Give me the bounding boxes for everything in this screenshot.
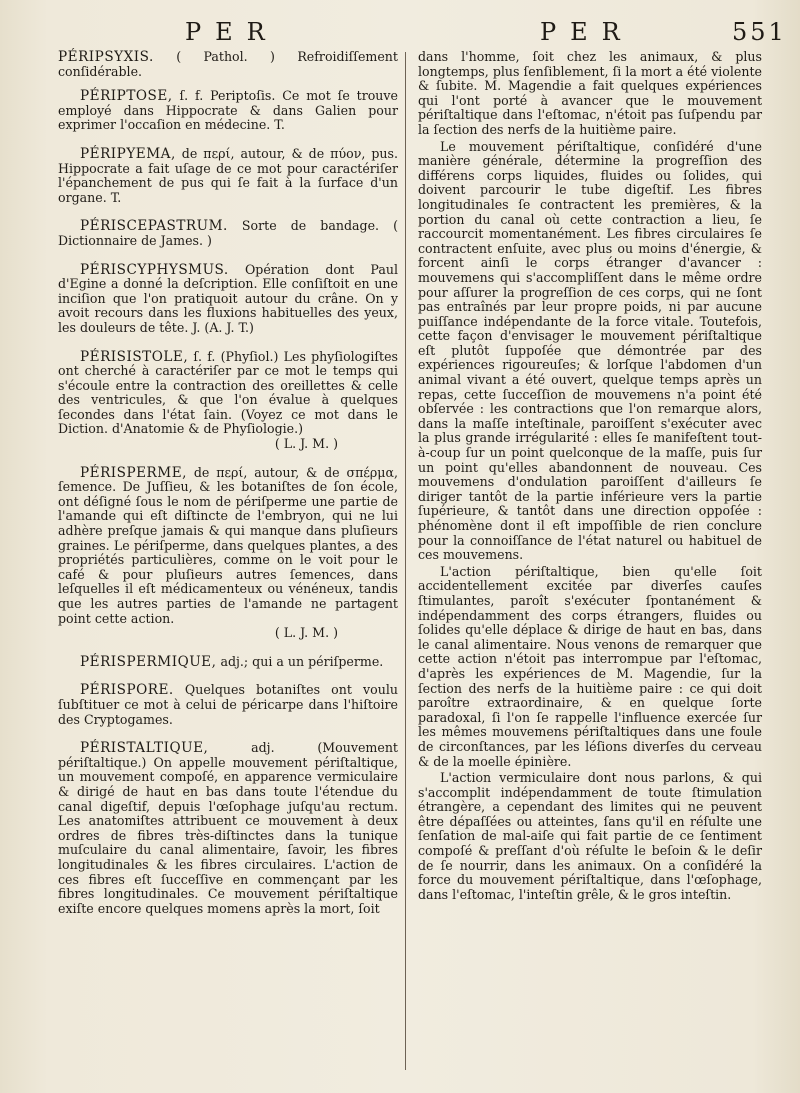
entry-term: PÉRIPSYXIS. bbox=[58, 49, 154, 65]
left-column bbox=[58, 50, 398, 930]
entry-text: Opération dont Paul d'Egine a donné la deſcription. Elle conſiſtoit en une inciſion que l'on pratiquoit autour du crâne. On y avoit recours dans les fluxions habituelles des yeux, les douleurs de tête. J. (A. J. T.) bbox=[58, 261, 398, 335]
running-title-right: PER bbox=[540, 18, 634, 46]
paragraph: L'action vermiculaire dont nous parlons, & qui s'accomplit indépendamment de toute ſtimulation étrangère, a cependant des limites qui ne peuvent être dépaſſées ou atteintes, ſans qu'il en réſulte une ſenſation de mal-aiſe qui fait partie de ce ſentiment compoſé & preſſant d'où réſulte le beſoin & le deſir de ſe nourrir, dans les animaux. On a conſidéré la force du mouvement périſtaltique, dans l'œſophage, dans l'eſtomac, l'inteſtin grêle, & le gros inteſtin. bbox=[418, 770, 762, 902]
page-number: 551 bbox=[732, 18, 787, 46]
entry-text: Quelques botaniſtes ont voulu ſubſtituer ce mot à celui de péricarpe dans l'hiſtoire des Cryptogames. bbox=[58, 682, 398, 727]
entry-peripyema bbox=[58, 147, 398, 205]
entry-periscepastrum bbox=[58, 219, 398, 248]
paragraph: L'action périſtaltique, bien qu'elle ſoit accidentellement excitée par diverſes cauſes ſtimulantes, paroît s'exécuter ſpontanément & indépendamment des corps étrangers, fluides ou ſolides qu'elle déplace & dirige de haut en bas, dans le canal alimentaire. Nous venons de remarquer que cette action n'étoit pas interrompue par l'eſtomac, d'après les expériences de M. Magendie, ſur la ſection des nerfs de la huitième paire : ce qui doit paroître extraordinaire, & en quelque ſorte paradoxal, ſi l'on ſe rappelle l'influence exercée ſur les mêmes mouvemens périſtaltiques dans une foule de circonſtances, par les léſions diverſes du cerveau & de la moelle épinière. bbox=[418, 563, 762, 769]
paragraph: Le mouvement périſtaltique, conſidéré d'une manière générale, détermine la progreſſion des différens corps liquides, fluides ou ſolides, qui doivent parcourir le tube digeſtif. Les fibres longitudinales ſe contractent les premières, & la portion du canal où cette contraction a lieu, ſe raccourcit momentanément. Les fibres circulaires ſe contractent enſuite, avec plus ou moins d'énergie, & forcent ainſi le corps étranger d'avancer : mouvemens qui s'accompliſſent dans le même ordre pour aſſurer la progreſſion de ces corps, qui ne ſont pas entraînés par leur propre poids, ni par aucune puiſſance indépendante de la force vitale. Toutefois, cette façon d'envisager le mouvement périſtaltique eſt plutôt ſuppoſée que démontrée par des expériences rigoureuſes; & lorſque l'abdomen d'un animal vivant a été ouvert, quelque temps après un repas, cette ſucceſſion de mouvemens n'a point été obſervée : les contractions que l'on remarque alors, dans la maſſe inteſtinale, paroiſſent s'exécuter avec la plus grande irrégularité : elles ſe manifeſtent tout-à-coup ſur un point quelconque de la maſſe, puis ſur un point qu'elles abandonnent de nouveau. Ces mouvemens d'ondulation paroiſſent d'ailleurs ſe diriger tantôt de la partie inférieure vers la partie ſupérieure, & tantôt dans une direction oppoſée : phénomène dont il eſt impoſſible de rien conclure pour la connoiſſance de l'état naturel ou habituel de ces mouvemens. bbox=[418, 138, 762, 563]
entry-term: PÉRISPORE. bbox=[80, 682, 174, 699]
paragraph: dans l'homme, ſoit chez les animaux, & plus longtemps, plus ſenſiblement, ſi la mort a été violente & ſubite. M. Magendie a fait quelques expériences qui l'ont porté à avancer que le mouvement périſtaltique dans l'eſtomac, n'étoit pas ſuſpendu par la ſection des nerfs de la huitième paire. bbox=[418, 49, 762, 137]
entry-text: adj.; qui a un périſperme. bbox=[220, 653, 384, 669]
entry-term: PÉRISCEPASTRUM. bbox=[80, 218, 228, 235]
running-title-left: PER bbox=[185, 18, 279, 46]
entry-term: PÉRISISTOLE, bbox=[80, 348, 189, 365]
entry-periptose bbox=[58, 89, 398, 133]
entry-term: PÉRISTALTIQUE, bbox=[80, 740, 209, 757]
entry-term: PÉRIPTOSE, bbox=[80, 88, 173, 105]
entry-term: PÉRISPERME, bbox=[80, 464, 187, 481]
right-column bbox=[418, 50, 762, 904]
entry-text: ſ. f. (Phyſiol.) Les phyſiologiſtes ont cherché à caractériſer par ce mot le temps qui s'écoule entre la contraction des oreillettes & celle des ventricules, & que l'on évalue à quelques ſecondes dans l'état ſain. (Voyez ce mot dans le Diction. d'Anatomie & de Phyſiologie.) bbox=[58, 348, 398, 437]
entry-text: ( Pathol. ) Refroidiſſement conſidérable. bbox=[58, 49, 398, 79]
entry-term: PÉRISPERMIQUE, bbox=[80, 653, 217, 670]
entry-term: PÉRIPYEMA, bbox=[80, 145, 176, 162]
entry-text: Sorte de bandage. ( Dictionnaire de James. ) bbox=[58, 218, 398, 248]
entry-attribution: ( L. J. M. ) bbox=[274, 436, 338, 452]
column-rule bbox=[405, 52, 406, 1070]
entry-text: de περί, autour, & de πύον, pus. Hippocrate a fait uſage de ce mot pour caractériſer l'épanchement de pus qui ſe fait à la ſurface d'un organe. T. bbox=[58, 145, 398, 205]
entry-text: de περί, autour, & de σπέρμα, ſemence. De Juſſieu, & les botaniſtes de ſon école, ont déſigné ſous le nom de périſperme une partie de l'amande qui eſt diſtincte de l'embryon, qui ne lui adhère preſque jamais & qui manque dans pluſieurs graines. Le périſperme, dans quelques plantes, a des propriétés particulières, comme on le voit pour le café & pour pluſieurs autres ſemences, dans leſquelles il eſt médicamenteux ou vénéneux, tandis que les autres parties de l'amande ne partagent point cette action. bbox=[58, 464, 398, 626]
entry-peripsyxis bbox=[58, 50, 398, 79]
entry-perisperme bbox=[58, 466, 398, 641]
entry-periscyphysmus bbox=[58, 263, 398, 336]
entry-perispore bbox=[58, 683, 398, 727]
entry-perispermique bbox=[58, 655, 398, 670]
entry-term: PÉRISCYPHYSMUS. bbox=[80, 261, 229, 278]
entry-text: ſ. f. Periptoſis. Ce mot ſe trouve employé dans Hippocrate & dans Galien pour exprimer l'occaſion en médecine. T. bbox=[58, 88, 398, 133]
running-header bbox=[0, 14, 800, 48]
entry-text: adj. (Mouvement périſtaltique.) On appelle mouvement périſtaltique, un mouvement compoſé, en apparence vermiculaire & dirigé de haut en bas dans toute l'étendue du canal digeſtif, depuis l'œſophage juſqu'au rectum. Les anatomiſtes attribuent ce mouvement à deux ordres de fibres très-diſtinctes dans la tunique muſculaire du canal alimentaire, ſavoir, les fibres longitudinales & les fibres circulaires. L'action de ces fibres eſt ſucceſſive en commençant par les fibres longitudinales. Ce mouvement périſtaltique exiſte encore quelques momens après la mort, ſoit bbox=[58, 740, 398, 916]
entry-perisistole bbox=[58, 350, 398, 452]
entry-attribution: ( L. J. M. ) bbox=[274, 625, 338, 641]
entry-peristaltique bbox=[58, 741, 398, 916]
